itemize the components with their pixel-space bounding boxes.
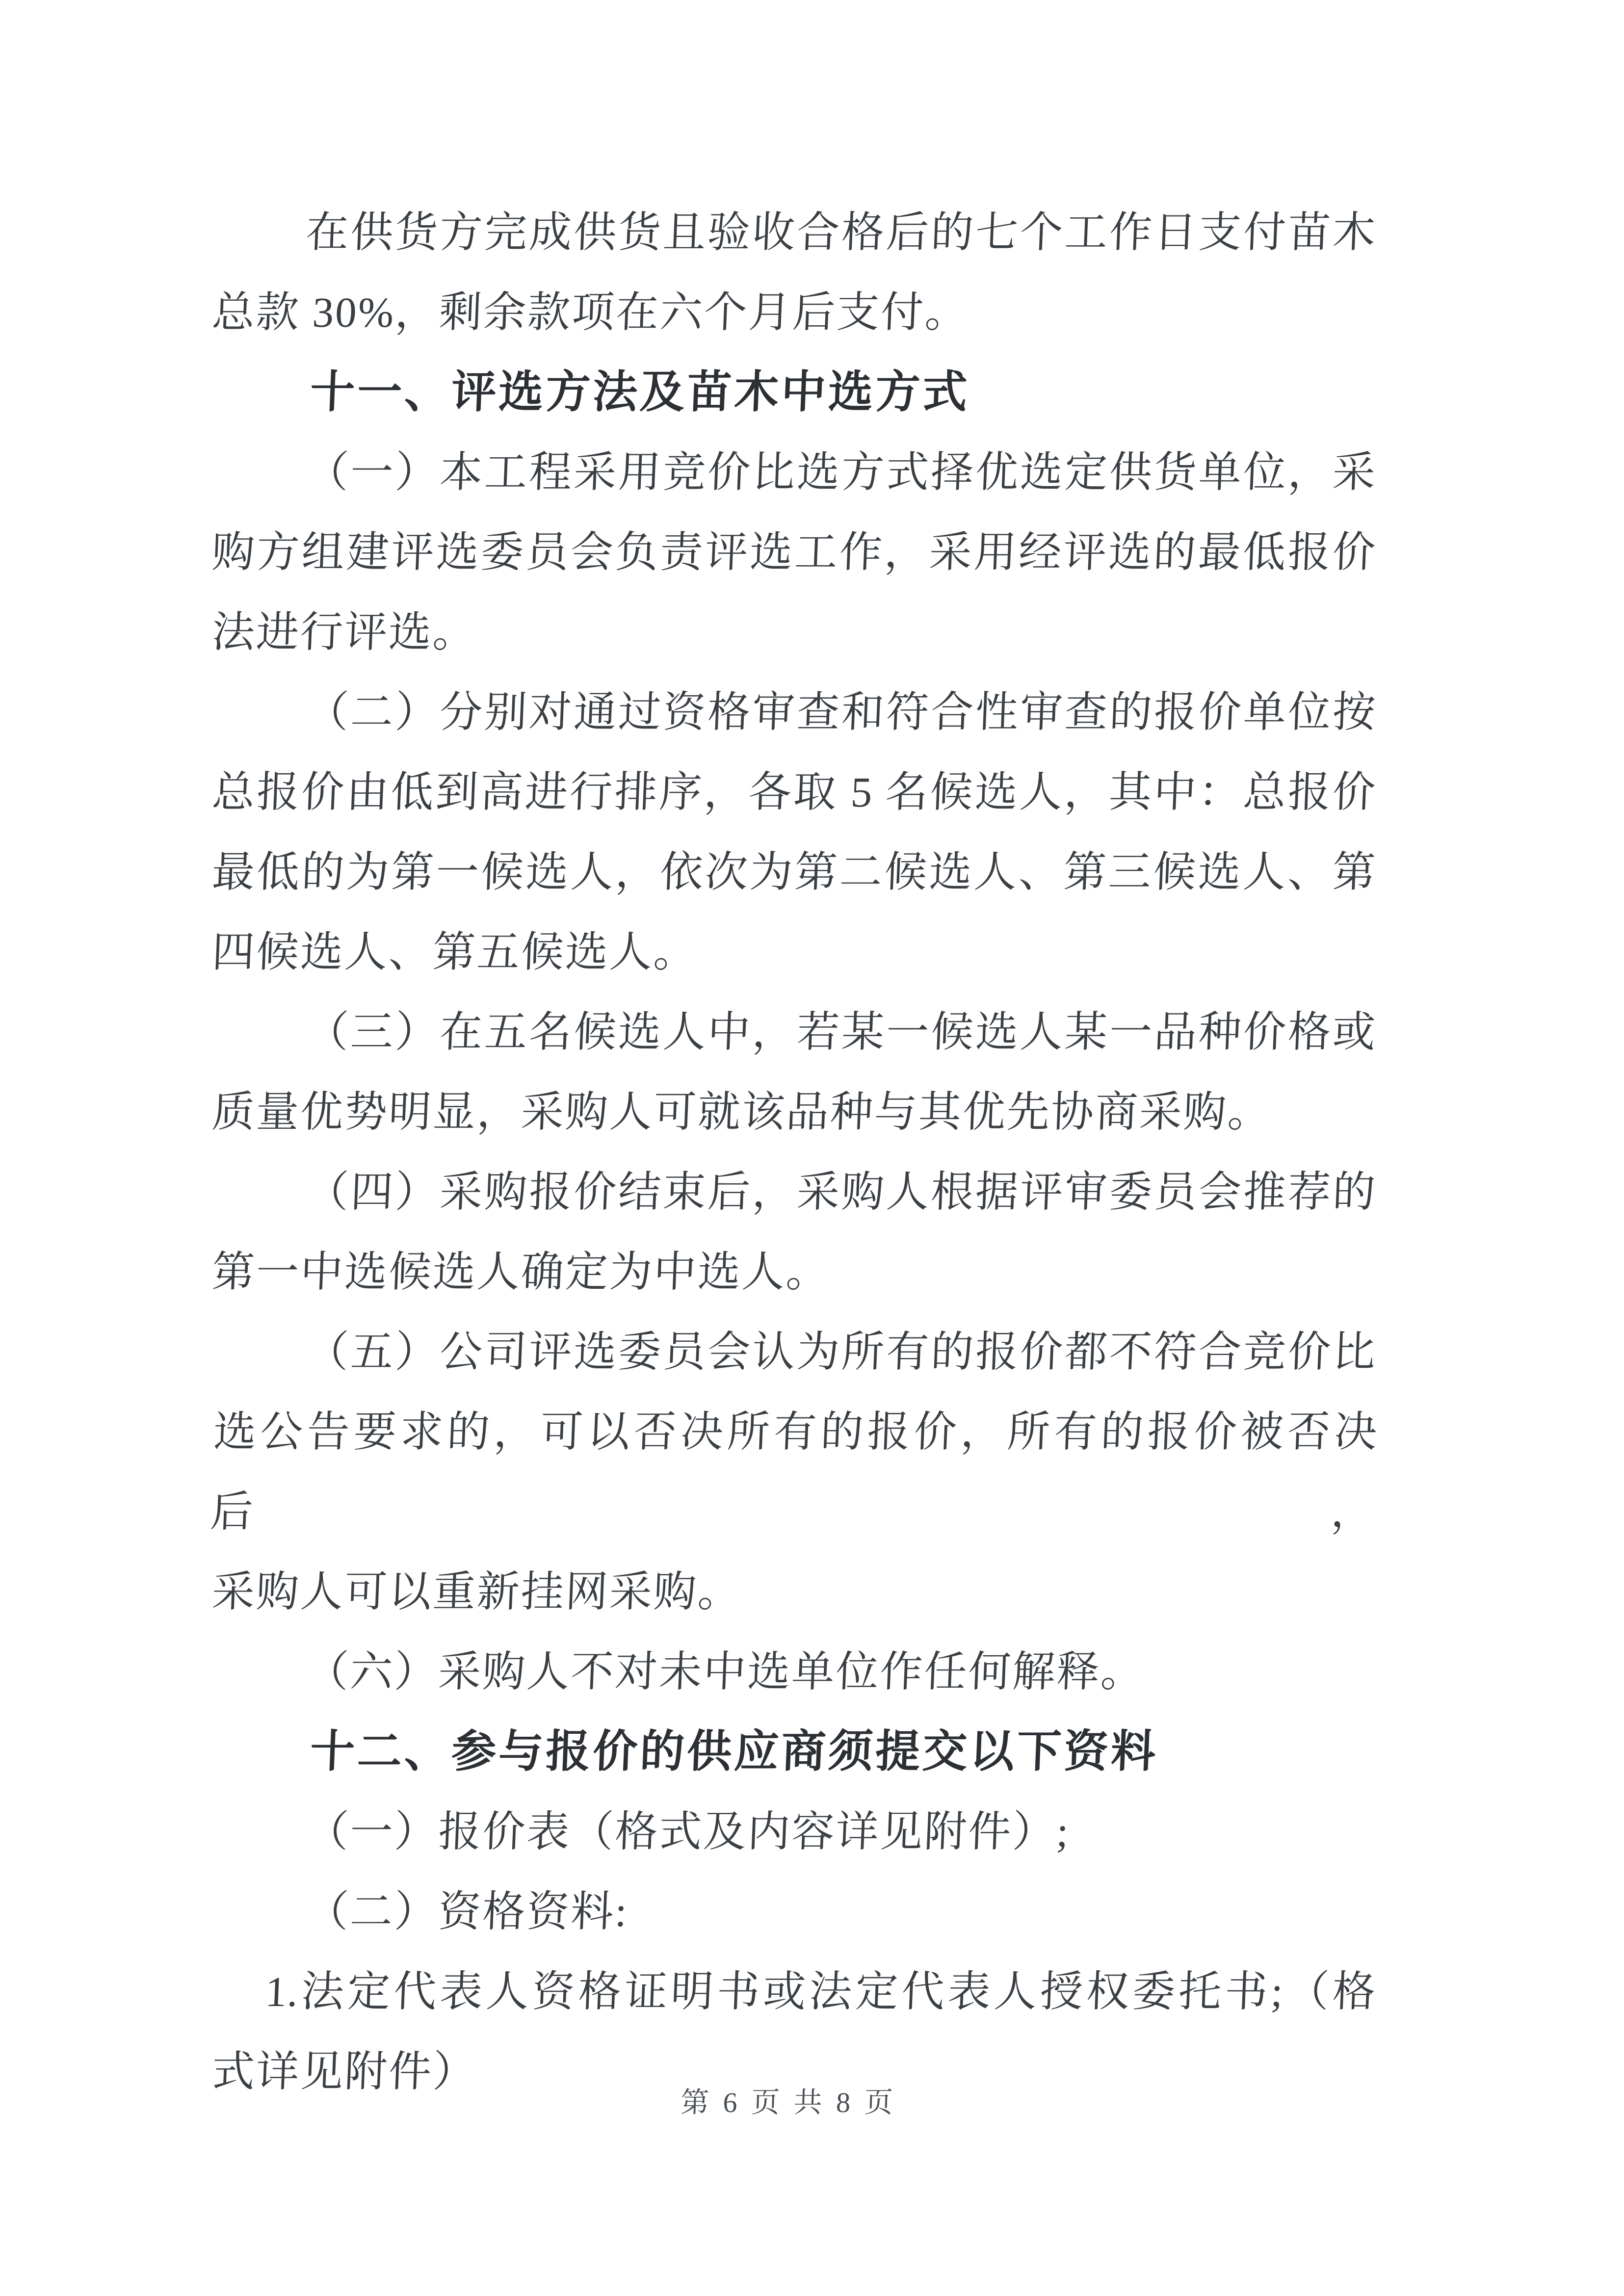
paragraph-line: 四候选人、第五候选人。 — [211, 928, 699, 976]
paragraph-line: 法进行评选。 — [211, 608, 478, 656]
section-heading: 十一、评选方法及苗木中选方式 — [309, 367, 971, 417]
paragraph-line: 采购人可以重新挂网采购。 — [211, 1568, 743, 1616]
paragraph-line: 最低的为第一候选人，依次为第二候选人、第三候选人、第 — [211, 848, 1377, 896]
paragraph-line: （五）公司评选委员会认为所有的报价都不符合竞价比 — [305, 1328, 1377, 1376]
paragraph-line: （二）分别对通过资格审查和符合性审查的报价单位按 — [305, 688, 1377, 736]
paragraph-line: 购方组建评选委员会负责评选工作，采用经评选的最低报价 — [211, 528, 1377, 576]
paragraph-line: （三）在五名候选人中，若某一候选人某一品种价格或 — [305, 1008, 1377, 1056]
paragraph-line: 总款 30%，剩余款项在六个月后支付。 — [211, 288, 970, 336]
paragraph-line: 总报价由低到高进行排序，各取 5 名候选人，其中：总报价 — [211, 768, 1377, 816]
section-heading: 十二、参与报价的供应商须提交以下资料 — [309, 1727, 1159, 1776]
paragraph-line: （一）本工程采用竞价比选方式择优选定供货单位，采 — [305, 448, 1377, 496]
paragraph-line: 第一中选候选人确定为中选人。 — [211, 1248, 831, 1296]
paragraph-line: 选公告要求的，可以否决所有的报价，所有的报价被否决后， — [209, 1408, 1379, 1536]
paragraph-line: 1.法定代表人资格证明书或法定代表人授权委托书;（格 — [264, 1968, 1377, 2015]
paragraph-line: （四）采购报价结束后，采购人根据评审委员会推荐的 — [305, 1168, 1377, 1216]
paragraph-line: （一）报价表（格式及内容详见附件）; — [305, 1808, 1071, 1855]
paragraph-line: （六）采购人不对未中选单位作任何解释。 — [305, 1648, 1146, 1696]
paragraph-line: （二）资格资料: — [305, 1888, 629, 1935]
paragraph-line: 在供货方完成供货且验收合格后的七个工作日支付苗木 — [305, 209, 1377, 256]
page-footer: 第 6 页 共 8 页 — [680, 2087, 897, 2118]
paragraph-line: 式详见附件） — [211, 2048, 478, 2095]
paragraph-line: 质量优势明显，采购人可就该品种与其优先协商采购。 — [211, 1088, 1273, 1136]
document-body — [209, 192, 1379, 2112]
